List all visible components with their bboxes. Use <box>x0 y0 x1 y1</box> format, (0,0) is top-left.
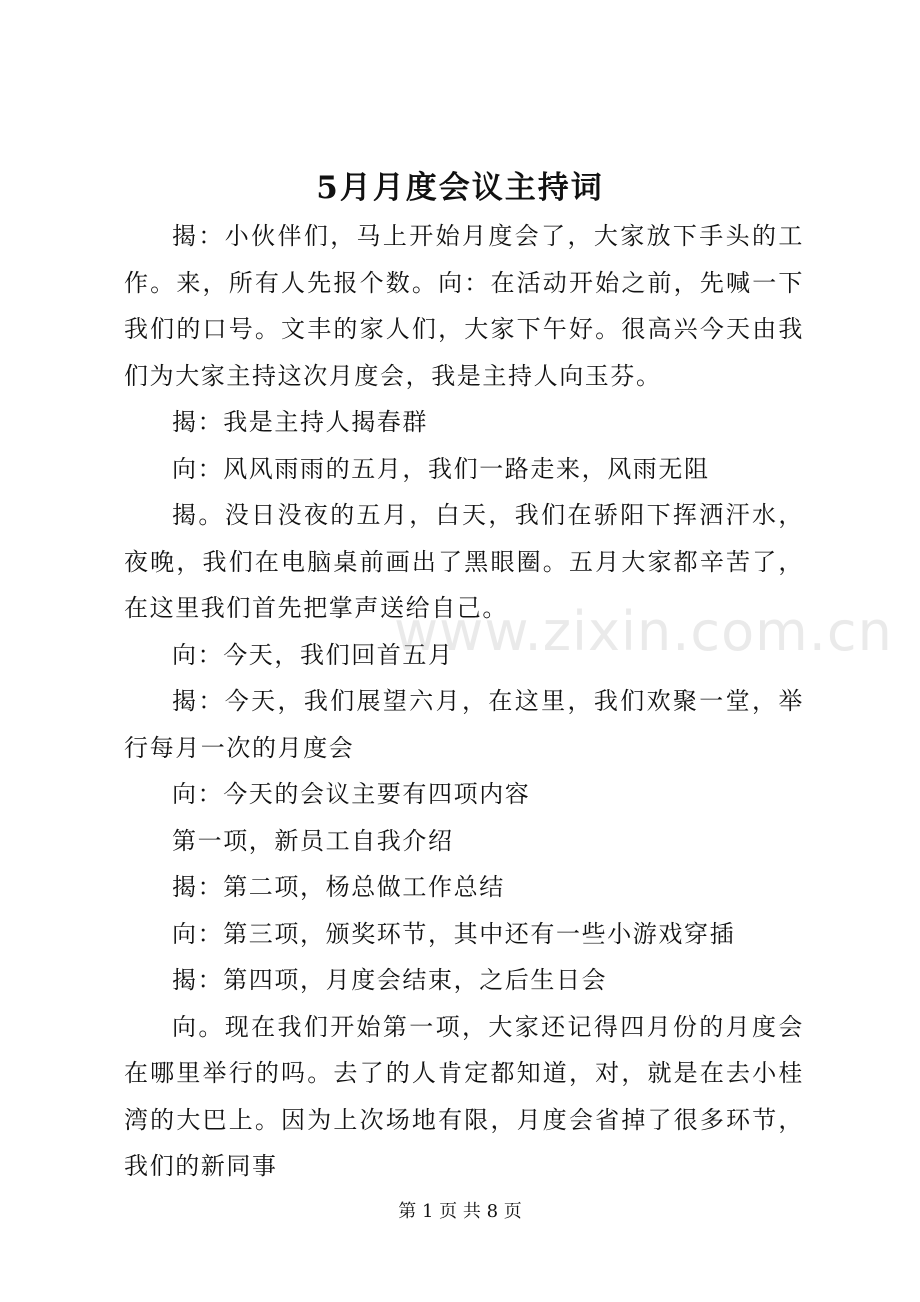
paragraph: 向。现在我们开始第一项，大家还记得四月份的月度会在哪里举行的吗。去了的人肯定都知道，对，就是在去小桂湾的大巴上。因为上次场地有限，月度会省掉了很多环节，我们的新同事 <box>124 1012 804 1180</box>
paragraph: 揭：第四项，月度会结束，之后生日会 <box>172 966 608 994</box>
paragraph: 向：今天，我们回首五月 <box>172 640 454 669</box>
paragraph: 揭：我是主持人揭春群 <box>172 408 428 436</box>
paragraph: 第一项，新员工自我介绍 <box>172 826 454 855</box>
paragraph: 向：今天的会议主要有四项内容 <box>172 780 531 808</box>
paragraph: 揭：第二项，杨总做工作总结 <box>172 873 505 901</box>
paragraph: 向：风风雨雨的五月，我们一路走来，风雨无阻 <box>172 454 710 483</box>
paragraph: 揭：小伙伴们，马上开始月度会了，大家放下手头的工作。来，所有人先报个数。向：在活动开始之前，先喊一下我们的口号。文丰的家人们，大家下午好。很高兴今天由我们为大家主持这次月度会，我是主持人向玉芬。 <box>124 222 804 390</box>
document-body <box>124 213 804 1190</box>
paragraph: 向：第三项，颁奖环节，其中还有一些小游戏穿插 <box>172 919 736 948</box>
page-title: 5月月度会议主持词 <box>316 170 604 206</box>
paragraph: 揭。没日没夜的五月，白天，我们在骄阳下挥洒汗水，夜晚，我们在电脑桌前画出了黑眼圈。五月大家都辛苦了，在这里我们首先把掌声送给自己。 <box>124 501 804 622</box>
watermark: www.zixin.com.cn <box>394 600 893 663</box>
paragraph: 揭：今天，我们展望六月，在这里，我们欢聚一堂，举行每月一次的月度会 <box>124 687 804 762</box>
page-footer: 第 1 页 共 8 页 <box>398 1201 522 1222</box>
